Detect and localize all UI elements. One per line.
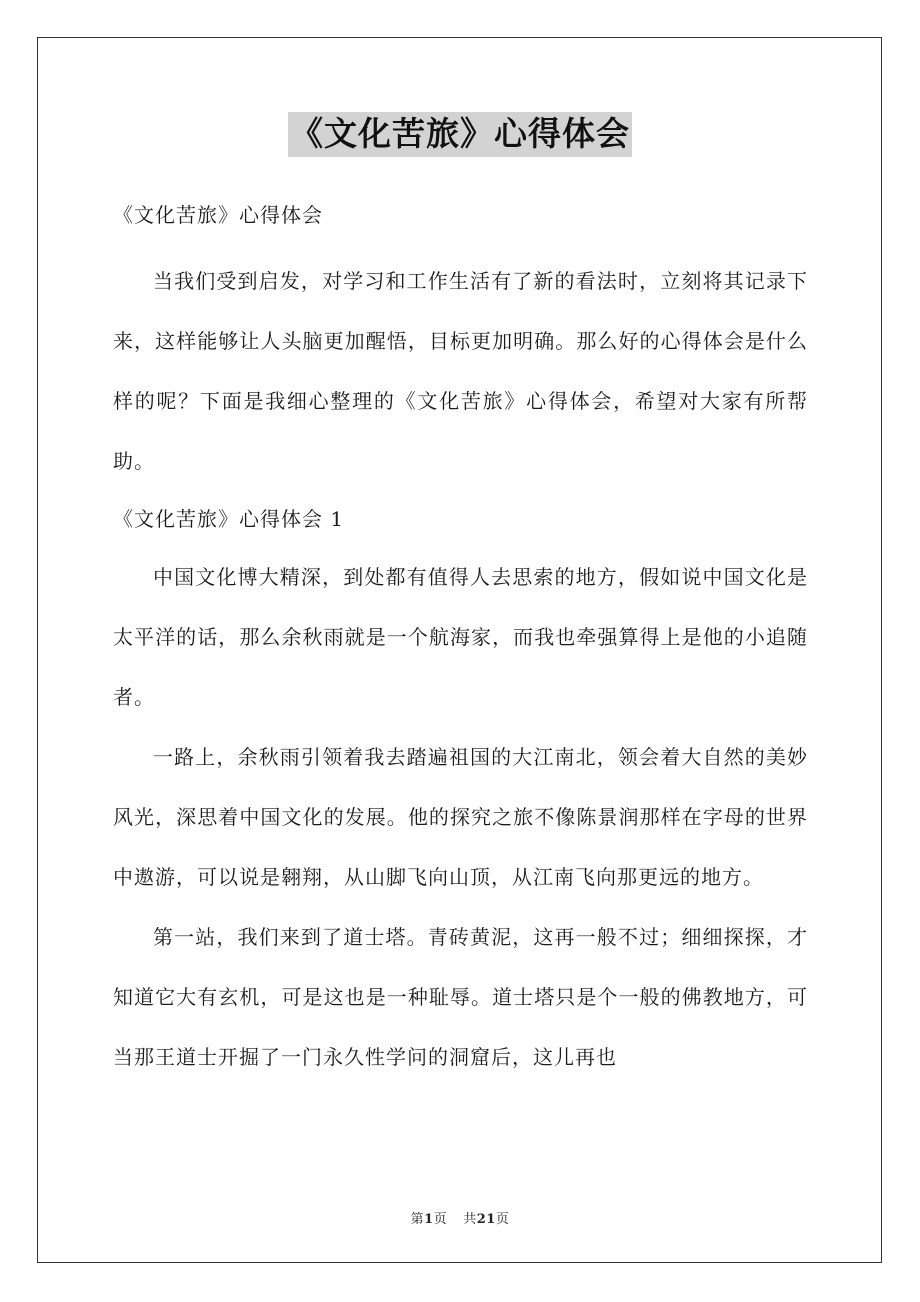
page-prefix: 第: [410, 1212, 425, 1227]
section-heading: 《文化苦旅》心得体会 1: [113, 507, 345, 531]
total-prefix: 共: [463, 1212, 477, 1227]
document-body: [113, 196, 808, 1087]
body-paragraph-2: 一路上，余秋雨引领着我去踏遍祖国的大江南北，领会着大自然的美妙风光，深思着中国文化的发展。他的探究之旅不像陈景润那样在字母的世界中遨游，可以说是翱翔，从山脚飞向山顶，从江南飞向那更远的地方。: [113, 745, 808, 889]
page-current: 1: [424, 1212, 434, 1227]
document-subtitle: 《文化苦旅》心得体会: [113, 203, 323, 227]
page-footer: [0, 1208, 920, 1227]
page-total: 21: [476, 1212, 496, 1227]
page-suffix: 页: [433, 1212, 448, 1227]
document-title: 《文化苦旅》心得体会: [288, 112, 632, 157]
intro-paragraph: 当我们受到启发，对学习和工作生活有了新的看法时，立刻将其记录下来，这样能够让人头脑更加醒悟，目标更加明确。那么好的心得体会是什么样的呢？下面是我细心整理的《文化苦旅》心得体会，希望对大家有所帮助。: [113, 269, 808, 473]
body-paragraph-3: 第一站，我们来到了道士塔。青砖黄泥，这再一般不过；细细探探，才知道它大有玄机，可是这也是一种耻辱。道士塔只是个一般的佛教地方，可当那王道士开掘了一门永久性学问的洞窟后，这儿再也: [113, 925, 808, 1069]
body-paragraph-1: 中国文化博大精深，到处都有值得人去思索的地方，假如说中国文化是太平洋的话，那么余秋雨就是一个航海家，而我也牵强算得上是他的小追随者。: [113, 565, 808, 709]
title-container: [0, 112, 920, 157]
total-suffix: 页: [495, 1212, 510, 1227]
